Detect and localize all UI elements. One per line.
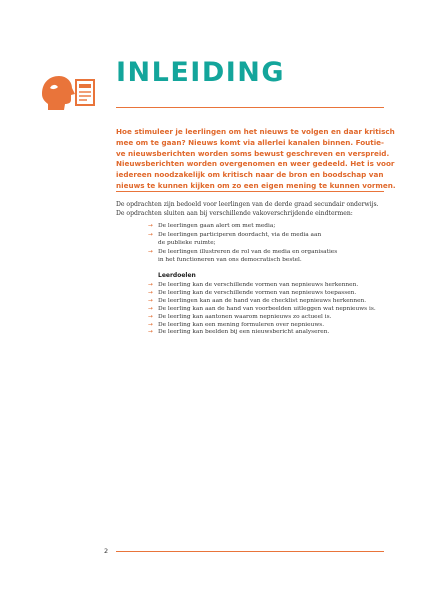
list-item: → De leerling kan de verschillende vormen van nepnieuws herkennen. [148, 282, 359, 288]
arrow-icon: → [148, 313, 153, 320]
intro-divider [116, 191, 384, 192]
intro-line: iedereen noodzakelijk om kritisch naar de bron en boodschap van [116, 170, 384, 180]
body-line: De opdrachten sluiten aan bij verschillende vakoverschrijdende eindtermen: [116, 209, 353, 217]
arrow-icon: → [148, 248, 153, 255]
leerdoelen-list [148, 282, 388, 337]
intro-line: ve nieuwsberichten worden soms bewust geschreven en verspreid. [116, 148, 390, 158]
body-paragraph [116, 201, 388, 218]
intro-line: Hoe stimuleer je leerlingen om het nieuws te volgen en daar kritisch [116, 127, 395, 136]
page-number: 2 [104, 547, 109, 555]
list-item: → De leerlingen illustreren de rol van de media en organisaties in het functioneren van ons democratisch bestel. [148, 248, 338, 263]
intro-line: mee om te gaan? Nieuws komt via allerlei kanalen binnen. Foutie- [116, 137, 385, 147]
list-item: → De leerling kan een mening formuleren over nepnieuws. [148, 321, 325, 328]
list-item: → De leerling kan de verschillende vormen van nepnieuws toepassen. [148, 289, 357, 296]
arrow-icon: → [148, 289, 153, 296]
leerdoelen-heading: Leerdoelen [158, 272, 196, 279]
arrow-icon: → [148, 282, 153, 288]
list-item: → De leerling kan beelden bij een nieuwsbericht analyseren. [148, 329, 330, 336]
footer-divider [116, 551, 384, 552]
arrow-icon: → [148, 297, 153, 304]
arrow-icon: → [148, 305, 153, 312]
list-item: → De leerling kan aan de hand van voorbeelden uitleggen wat nepnieuws is. [148, 305, 376, 312]
intro-line: Nieuwsberichten worden overgenomen en weer gedeeld. Het is voor [116, 159, 395, 169]
list-item: → De leerlingen kan aan de hand van de checklist nepnieuws herkennen. [148, 297, 367, 304]
arrow-icon: → [148, 231, 153, 238]
eindtermen-list [148, 223, 388, 266]
list-item: → De leerlingen participeren doordacht, via de media aan de publieke ruimte; [148, 231, 322, 246]
intro-line: nieuws te kunnen kijken om zo een eigen mening te kunnen vormen. [116, 180, 396, 190]
person-reading-news-icon [40, 72, 96, 112]
arrow-icon: → [148, 321, 153, 328]
list-item: → De leerling kan aantonen waarom nepnieuws zo actueel is. [148, 313, 332, 320]
body-line: De opdrachten zijn bedoeld voor leerlingen van de derde graad secundair onderwijs. [116, 201, 379, 208]
page-title: INLEIDING [116, 57, 286, 88]
list-item: → De leerlingen gaan alert om met media; [148, 223, 276, 229]
intro-paragraph [116, 127, 396, 192]
arrow-icon: → [148, 329, 153, 336]
title-divider [116, 107, 384, 108]
arrow-icon: → [148, 223, 153, 229]
